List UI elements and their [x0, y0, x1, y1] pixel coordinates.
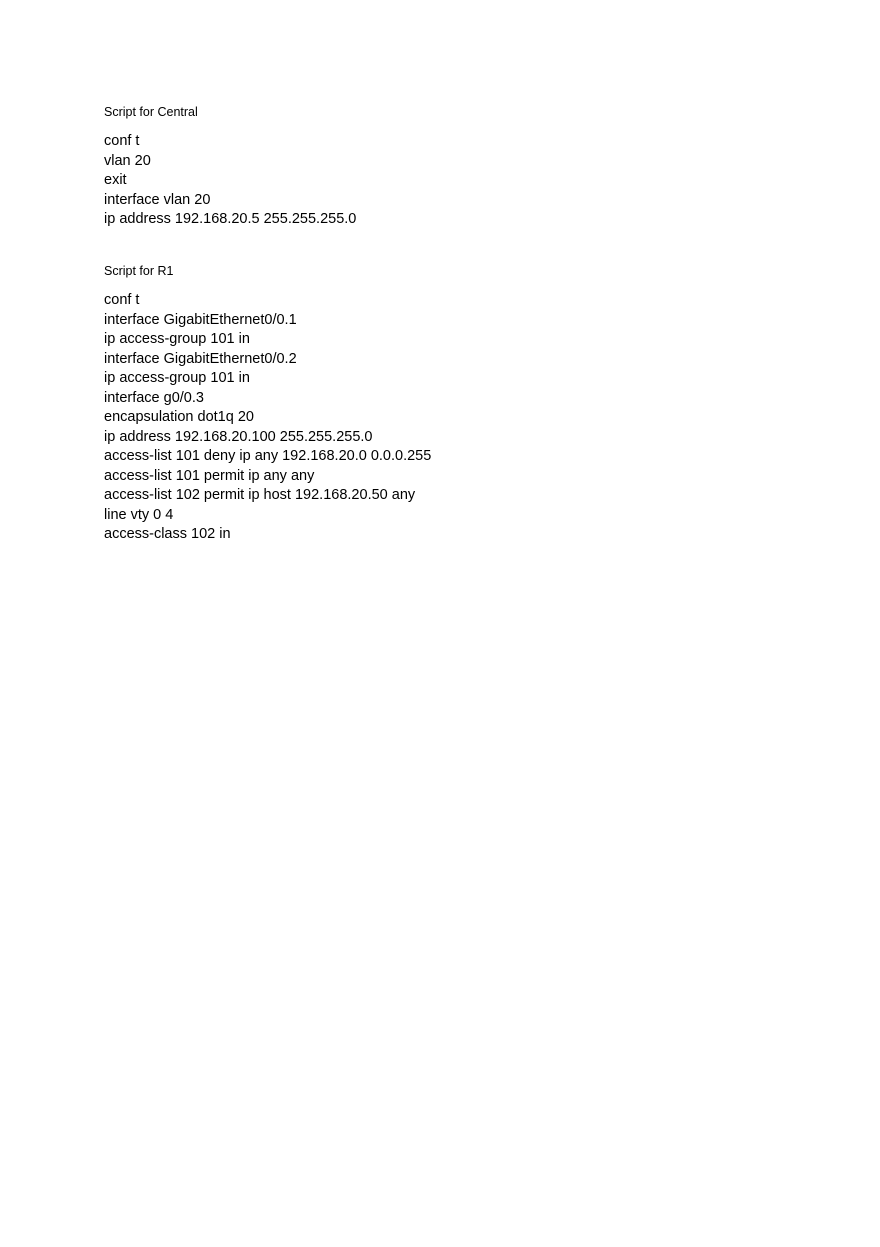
script-line: access-class 102 in — [104, 526, 231, 542]
script-line: interface GigabitEthernet0/0.2 — [104, 350, 297, 367]
script-line: interface g0/0.3 — [104, 389, 204, 406]
r1-script-heading: Script for R1 — [104, 264, 174, 278]
script-line: ip access-group 101 in — [104, 331, 250, 347]
script-line: access-list 101 deny ip any 192.168.20.0 0.0.0.255 — [104, 448, 432, 464]
script-line: interface vlan 20 — [104, 191, 211, 208]
script-line: exit — [104, 172, 127, 188]
script-line: line vty 0 4 — [104, 506, 174, 523]
script-line: conf t — [104, 133, 140, 149]
central-script-heading: Script for Central — [104, 105, 198, 119]
central-script-section — [104, 102, 356, 230]
script-line: conf t — [104, 292, 140, 308]
script-line: interface GigabitEthernet0/0.1 — [104, 311, 297, 328]
central-script-lines — [104, 132, 356, 230]
r1-script-lines — [104, 291, 431, 545]
script-line: ip address 192.168.20.5 255.255.255.0 — [104, 211, 357, 227]
script-line: access-list 101 permit ip any any — [104, 467, 315, 484]
script-line: access-list 102 permit ip host 192.168.20.50 any — [104, 487, 416, 503]
script-line: ip address 192.168.20.100 255.255.255.0 — [104, 428, 373, 445]
script-line: ip access-group 101 in — [104, 370, 250, 386]
script-line: encapsulation dot1q 20 — [104, 409, 254, 425]
r1-script-section — [104, 261, 431, 545]
script-line: vlan 20 — [104, 152, 151, 169]
